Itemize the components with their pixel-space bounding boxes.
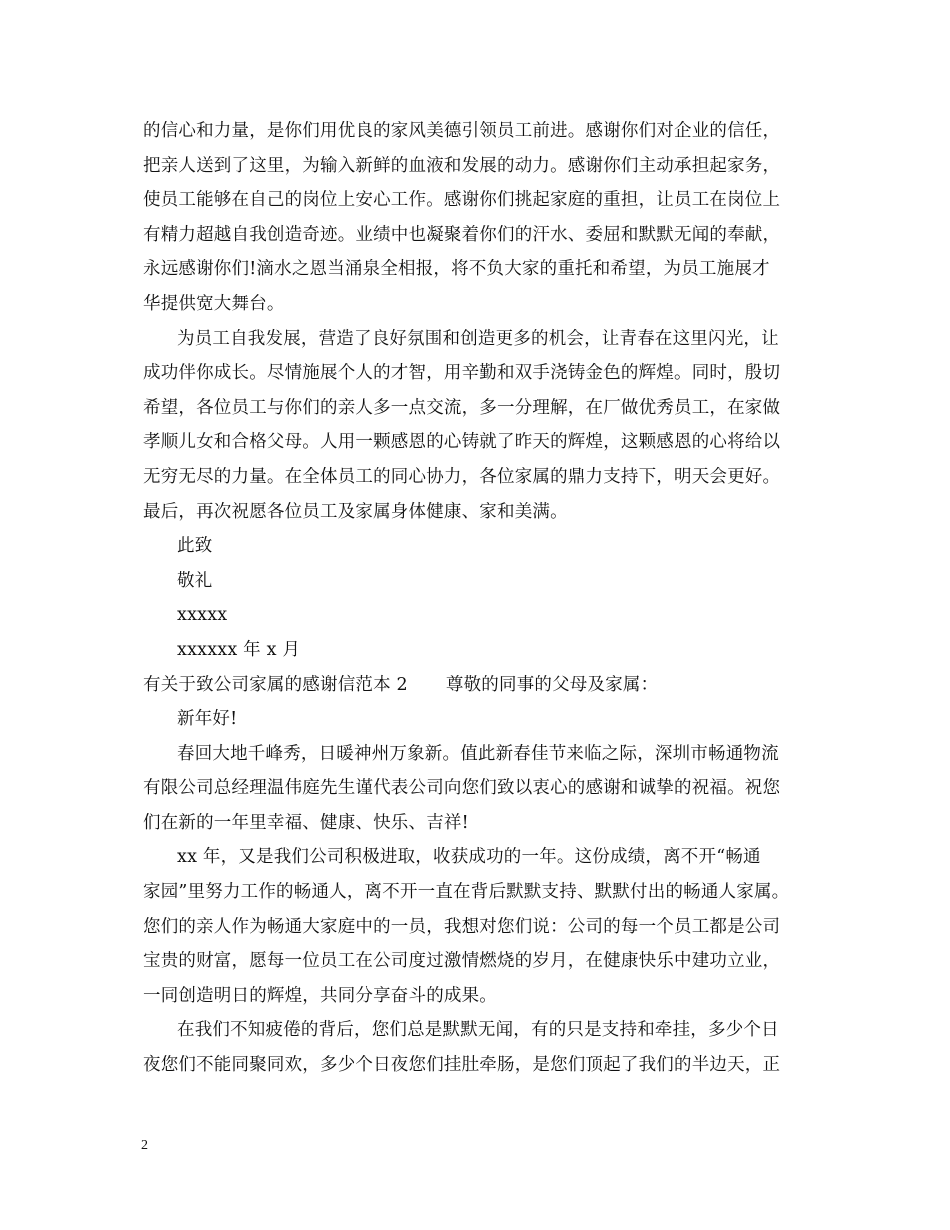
text-line: 家园”里努力工作的畅通人，离不开一直在背后默默支持、默默付出的畅通人家属。	[143, 882, 790, 903]
text-line: 们在新的一年里幸福、健康、快乐、吉祥!	[143, 812, 469, 833]
closing-salutation: 此致	[177, 536, 213, 557]
text-line: 春回大地千峰秀，日暖神州万象新。值此新春佳节来临之际，深圳市畅通物流	[177, 743, 779, 764]
text-line: 有限公司总经理温伟庭先生谨代表公司向您们致以衷心的感谢和诚挚的祝福。祝您	[143, 778, 781, 799]
letter-greeting: 尊敬的同事的父母及家属：	[445, 674, 659, 695]
signature-date: xxxxxx 年 x 月	[177, 639, 301, 660]
text-line: 一同创造明日的辉煌，共同分享奋斗的成果。	[143, 985, 497, 1006]
text-line: 把亲人送到了这里，为输入新鲜的血液和发展的动力。感谢你们主动承担起家务，	[143, 155, 781, 176]
closing-regards: 敬礼	[177, 570, 213, 591]
text-line: 无穷无尽的力量。在全体员工的同心协力，各位家属的鼎力支持下，明天会更好。	[143, 466, 781, 487]
text-line: 华提供宽大舞台。	[143, 293, 285, 314]
section-heading-row	[143, 668, 828, 703]
text-line: 有精力超越自我创造奇迹。业绩中也凝聚着你们的汗水、委屈和默默无闻的奉献，	[143, 224, 781, 245]
text-line: 永远感谢你们!滴水之恩当涌泉全相报，将不负大家的重托和希望，为员工施展才	[143, 259, 770, 280]
text-line: 为员工自我发展，营造了良好氛围和创造更多的机会，让青春在这里闪光，让	[177, 328, 779, 349]
text-line: 的信心和力量，是你们用优良的家风美德引领员工前进。感谢你们对企业的信任，	[143, 121, 781, 141]
text-line: 在我们不知疲倦的背后，您们总是默默无闻，有的只是支持和牵挂，多少个日	[177, 1020, 779, 1041]
new-year-greeting: 新年好!	[177, 709, 238, 730]
text-line: 希望，各位员工与你们的亲人多一点交流，多一分理解，在厂做优秀员工，在家做	[143, 397, 781, 418]
text-line: xx 年，又是我们公司积极进取，收获成功的一年。这份成绩，离不开“畅通	[177, 847, 761, 868]
text-line: 您们的亲人作为畅通大家庭中的一员，我想对您们说：公司的每一个员工都是公司	[143, 916, 781, 937]
section-heading: 有关于致公司家属的感谢信范本 2	[143, 674, 408, 695]
text-line: 夜您们不能同聚同欢，多少个日夜您们挂肚牵肠，是您们顶起了我们的半边天，正	[143, 1055, 781, 1076]
document-body	[143, 114, 828, 1083]
text-line: 最后，再次祝愿各位员工及家属身体健康、家和美满。	[143, 501, 568, 522]
text-line: 使员工能够在自己的岗位上安心工作。感谢你们挑起家庭的重担，让员工在岗位上	[143, 190, 781, 211]
page-number: 2	[141, 1138, 148, 1153]
text-line: 宝贵的财富，愿每一位员工在公司度过激情燃烧的岁月，在健康快乐中建功立业，	[143, 951, 781, 972]
signature-name: xxxxx	[177, 605, 228, 626]
text-line: 成功伴你成长。尽情施展个人的才智，用辛勤和双手浇铸金色的辉煌。同时，殷切	[143, 363, 781, 384]
text-line: 孝顺儿女和合格父母。人用一颗感恩的心铸就了昨天的辉煌，这颗感恩的心将给以	[143, 432, 781, 453]
